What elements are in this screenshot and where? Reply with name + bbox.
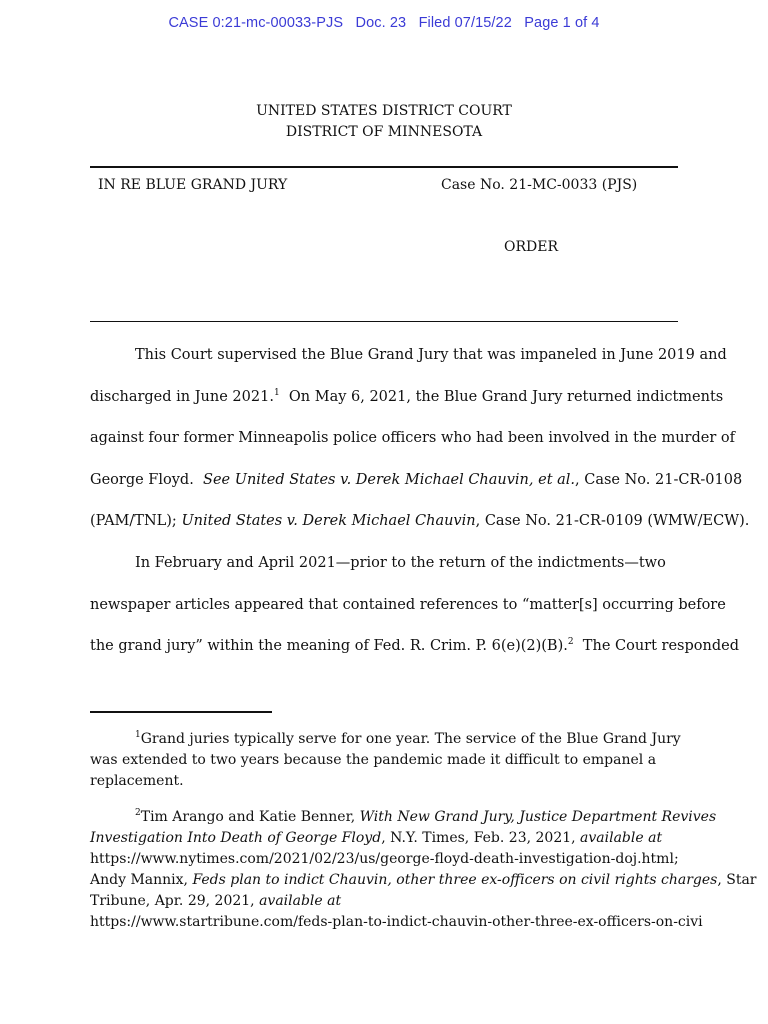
article-title: Feds plan to indict Chauvin, other three ex-officers on civil rights charges: [192, 872, 718, 888]
body-text: , Case No. 21-CR-0108: [575, 472, 743, 488]
case-header-stamp: CASE 0:21-mc-00033-PJS Doc. 23 Filed 07/15/22 Page 1 of 4: [168, 15, 600, 31]
footnote-line: [90, 893, 341, 909]
article-title: With New Grand Jury, Justice Department Revives: [359, 809, 717, 825]
footnote-text: Tribune, Apr. 29, 2021,: [90, 893, 260, 909]
body-line: In February and April 2021—prior to the return of the indictments—two: [135, 555, 666, 571]
footnote-ref: 1: [273, 388, 280, 398]
body-line: newspaper articles appeared that contained references to “matter[s] occurring before: [90, 597, 726, 613]
caption-top-rule: [90, 166, 678, 168]
footnote-mark: 1: [135, 730, 141, 740]
footnote-line: [135, 731, 681, 747]
court-name: UNITED STATES DISTRICT COURT: [256, 103, 512, 119]
footnote-mark: 2: [135, 808, 141, 818]
document-type: ORDER: [504, 239, 559, 255]
body-text: (PAM/TNL);: [90, 513, 182, 529]
body-text: the grand jury” within the meaning of Fed. R. Crim. P. 6(e)(2)(B).: [90, 638, 568, 654]
footnote-text: , N.Y. Times, Feb. 23, 2021,: [381, 830, 581, 846]
article-title: Investigation Into Death of George Floyd: [90, 830, 382, 846]
case-matter: IN RE BLUE GRAND JURY: [98, 177, 288, 193]
body-line: [90, 513, 749, 529]
case-citation: See United States v. Derek Michael Chauvin, et al.: [203, 472, 576, 488]
body-text: On May 6, 2021, the Blue Grand Jury returned indictments: [279, 389, 724, 405]
court-district: DISTRICT OF MINNESOTA: [285, 124, 483, 140]
body-line: against four former Minneapolis police officers who had been involved in the murder of: [90, 430, 735, 446]
footnote-text: available at: [580, 830, 663, 846]
body-line: This Court supervised the Blue Grand Jury that was impaneled in June 2019 and: [135, 347, 727, 363]
footnote-text: , Star: [717, 872, 757, 888]
body-text: The Court responded: [573, 638, 739, 654]
footnote-url[interactable]: https://www.startribune.com/feds-plan-to-indict-chauvin-other-three-ex-officers-on-civi: [90, 914, 703, 930]
footnote-line: [135, 809, 716, 825]
case-citation: United States v. Derek Michael Chauvin: [181, 513, 476, 529]
footnote-text: available at: [259, 893, 342, 909]
body-line: [90, 472, 742, 488]
case-number: Case No. 21-MC-0033 (PJS): [441, 177, 638, 193]
body-line: [90, 389, 723, 405]
body-text: George Floyd.: [90, 472, 204, 488]
footnote-url[interactable]: https://www.nytimes.com/2021/02/23/us/george-floyd-death-investigation-doj.html;: [90, 851, 679, 867]
footnote-separator: [90, 711, 272, 713]
footnote-ref: 2: [567, 637, 574, 647]
footnote-line: [90, 872, 757, 888]
footnote-text: Andy Mannix,: [90, 872, 193, 888]
footnote-text: Tim Arango and Katie Benner,: [140, 809, 360, 825]
body-text: discharged in June 2021.: [90, 389, 274, 405]
footnote-text: Grand juries typically serve for one year. The service of the Blue Grand Jury: [140, 731, 681, 747]
footnote-line: was extended to two years because the pandemic made it difficult to empanel a: [90, 752, 657, 768]
body-line: [90, 638, 739, 654]
footnote-line: [90, 830, 662, 846]
body-text: , Case No. 21-CR-0109 (WMW/ECW).: [475, 513, 750, 529]
footnote-line: replacement.: [90, 773, 184, 789]
caption-bottom-rule: [90, 321, 678, 322]
